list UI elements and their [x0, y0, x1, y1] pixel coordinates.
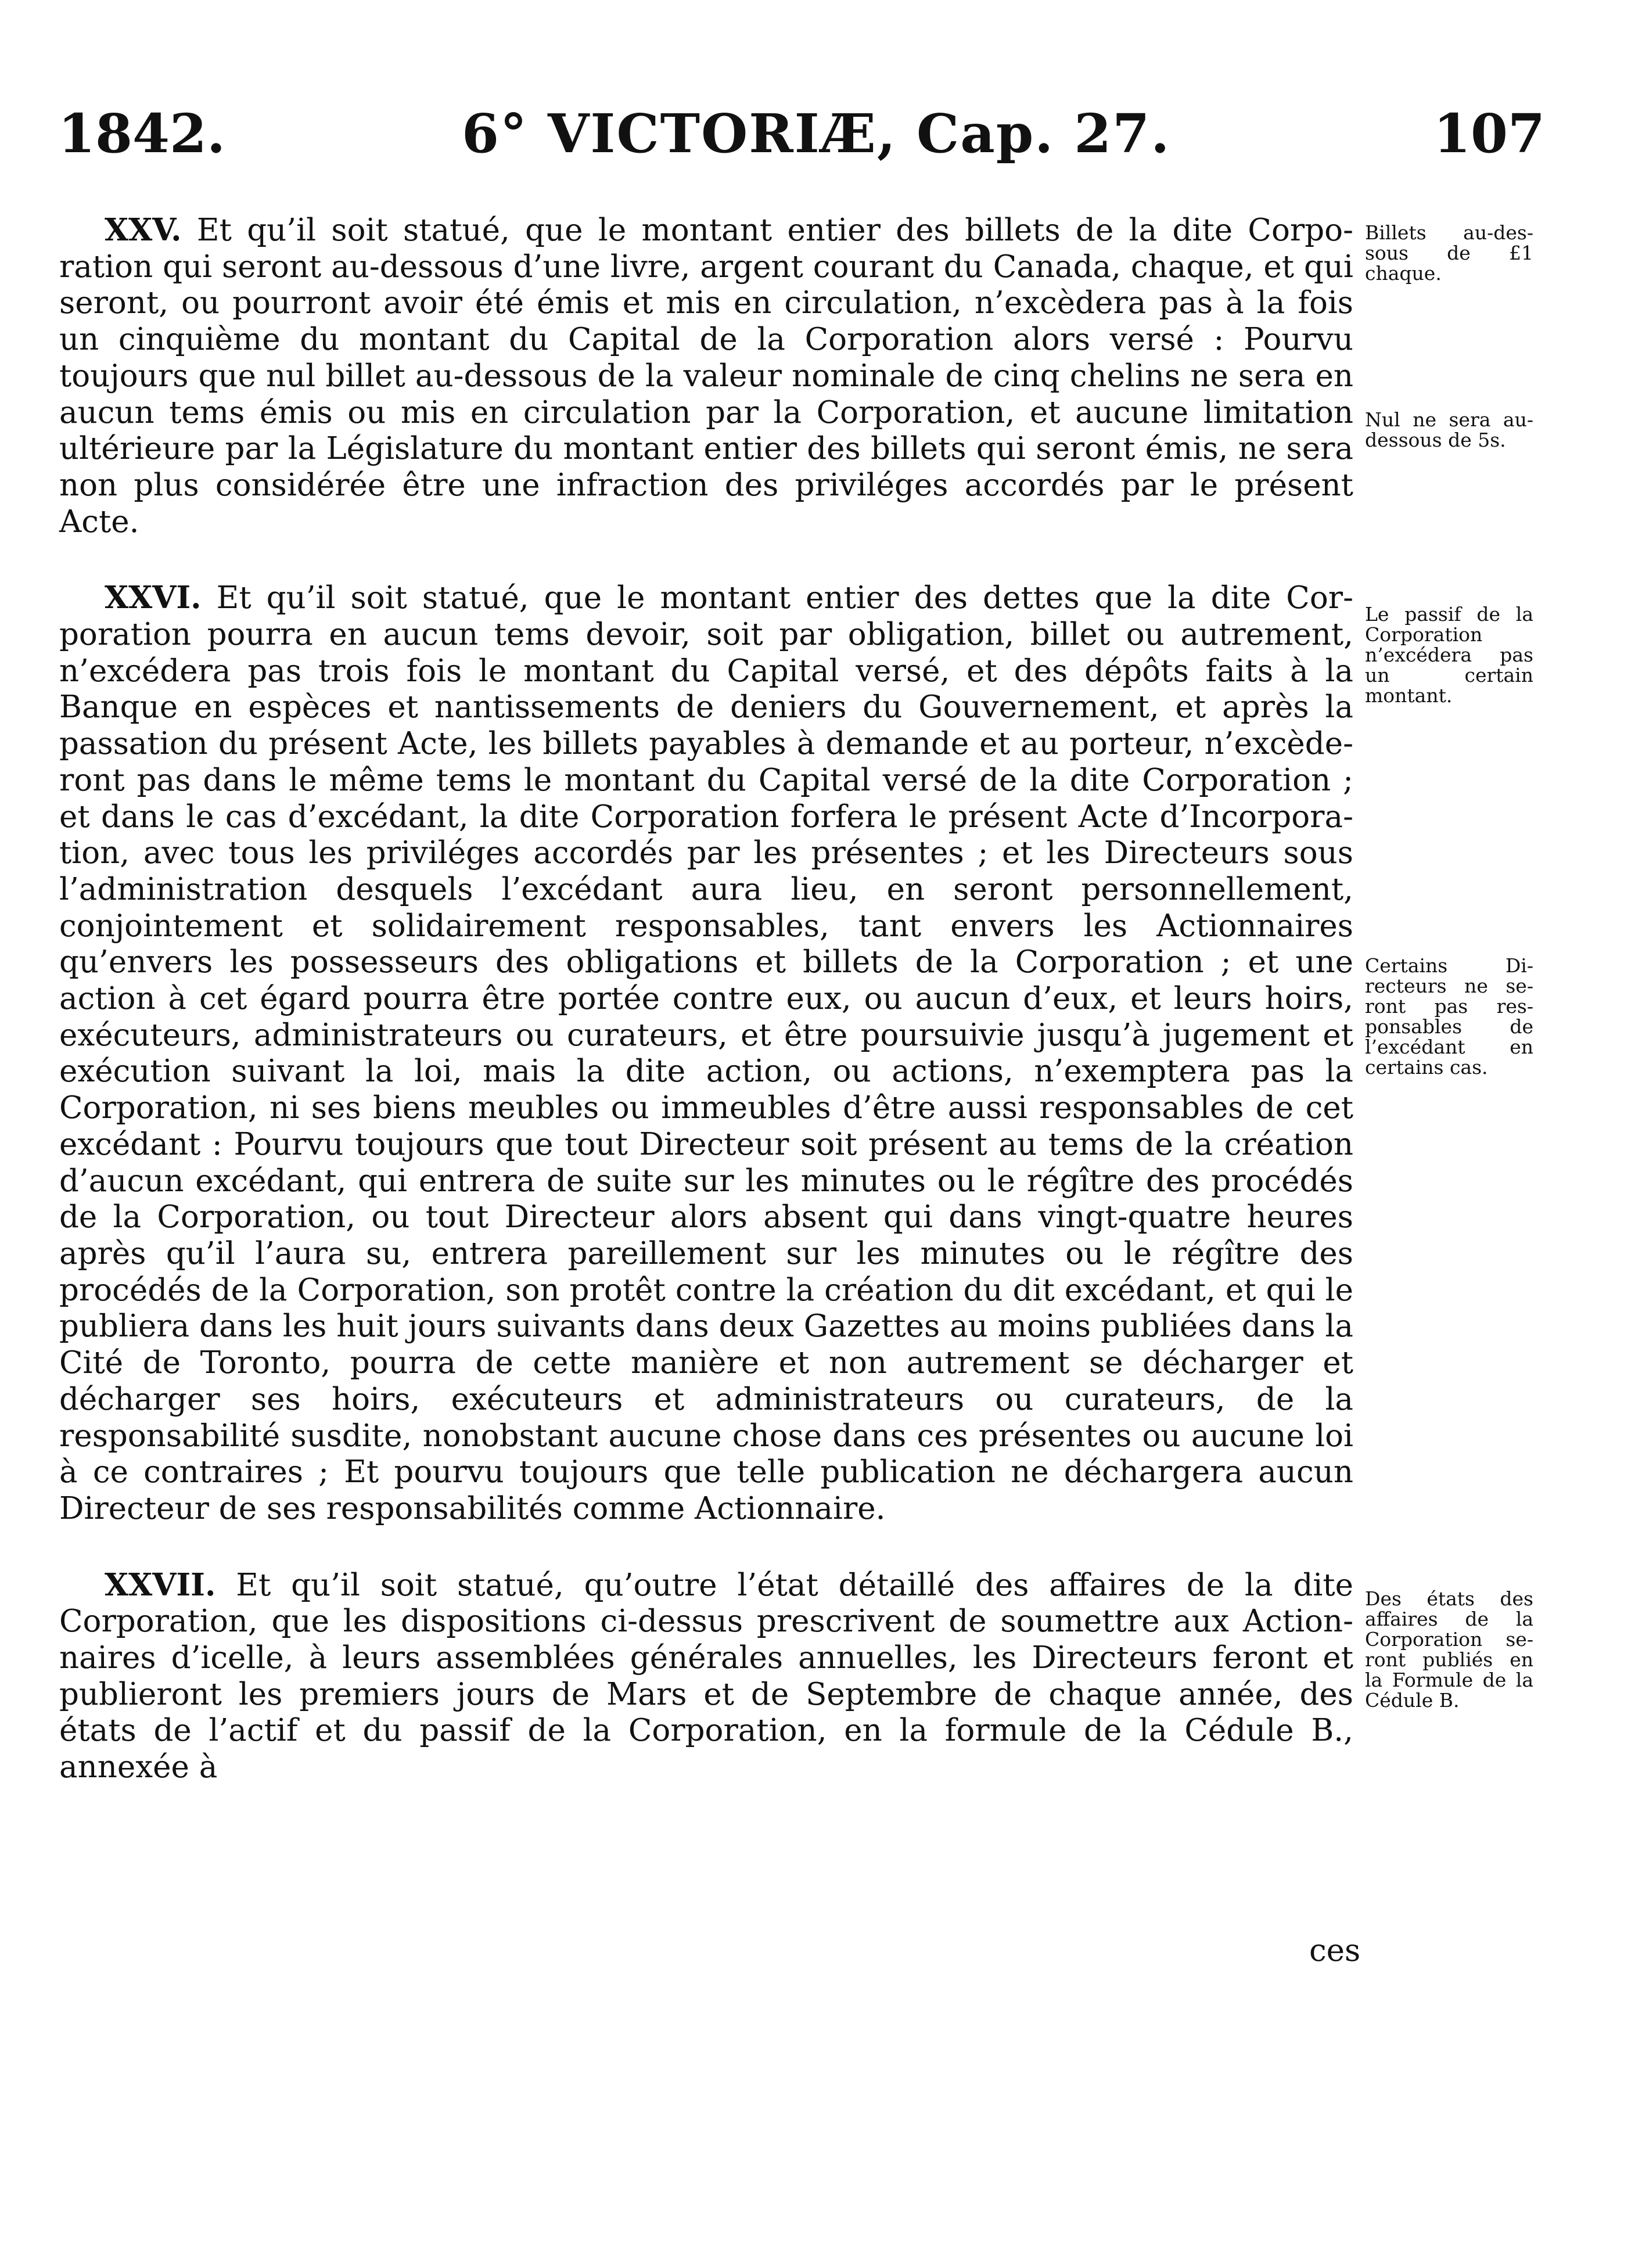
margin-note: Certains Directeurs ne seront pas responsables de l’excédant en certains cas. — [1365, 954, 1533, 1079]
section-number: XXVII. — [105, 1566, 216, 1603]
header-year: 1842. — [58, 102, 226, 165]
section-xxv — [59, 212, 1353, 540]
section-number: XXVI. — [105, 580, 202, 616]
main-text-column — [59, 212, 1353, 1786]
section-text: Et qu’il soit statué, que le montant entier des billets de la dite Corporation qui seront au-dessous d’une livre, argent courant du Canada, chaque, et qui seront, ou pourront avoir été émis et mis en circulation, n’excèdera pas à la fois un cinquième du montant du Capital de la Corporation alors versé : Pourvu toujours que nul billet au-dessous de la valeur nominale de cinq chelins ne sera en aucun tems émis ou mis en circulation par la Corporation, et aucune limitation ultérieure par la Législature du montant entier des billets qui seront émis, ne sera non plus considérée être une infraction des priviléges accordés par le présent Acte. — [59, 213, 1353, 540]
page-number: 107 — [1433, 102, 1545, 165]
margin-note: Le passif de la Corporation n’excédera pas un certain montant. — [1365, 603, 1533, 707]
margin-note: Nul ne sera au-dessous de 5s. — [1365, 408, 1533, 451]
running-head — [58, 99, 1545, 168]
section-xxvi — [59, 580, 1353, 1527]
section-text: Et qu’il soit statué, que le montant entier des dettes que la dite Corporation pourra en aucun tems devoir, soit par obligation, billet ou autrement, n’excédera pas trois fois le montant du Capital versé, et des dépôts faits à la Banque en espèces et nantissements de deniers du Gouvernement, et après la passation du présent Acte, les billets payables à demande et au porteur, n’excèderont pas dans le même tems le montant du Capital versé de la dite Corporation ; et dans le cas d’excédant, la dite Corporation forfera le présent Acte d’Incorporation, avec tous les priviléges accordés par les présentes ; et les Directeurs sous l’administration desquels l’excédant aura lieu, en seront personnellement, conjointement et solidairement responsables, tant envers les Actionnaires qu’envers les possesseurs des obligations et billets de la Corporation ; et une action à cet égard pourra être portée contre eux, ou aucun d’eux, et leurs hoirs, exécuteurs, administrateurs ou curateurs, et être poursuivie jusqu’à jugement et exécution suivant la loi, mais la dite action, ou actions, n’exemptera pas la Corporation, ni ses biens meubles ou immeubles d’être aussi responsables de cet excédant : Pourvu toujours que tout Directeur soit présent au tems de la création d’aucun excédant, qui entrera de suite sur les minutes ou le régître des procédés de la Corporation, ou tout Directeur alors absent qui dans vingt-quatre heures après qu’il l’aura su, entrera pareillement sur les minutes ou le régître des procédés de la Corporation, son protêt contre la création du dit excédant, et qui le publiera dans les huit jours suivants dans deux Gazettes au moins publiées dans la Cité de Toronto, pourra de cette manière et non autrement se décharger et décharger ses hoirs, exécuteurs et administrateurs ou curateurs, de la responsabilité susdite, nonobstant aucune chose dans ces présentes ou aucune loi à ce contraires ; Et pourvu toujours que telle publication ne déchargera aucun Directeur de ses responsabilités comme Actionnaire. — [59, 580, 1353, 1526]
header-title: 6° VICTORIÆ, Cap. 27. — [462, 102, 1171, 165]
section-text: Et qu’il soit statué, qu’outre l’état détaillé des affaires de la dite Corporation, que les dispositions ci-dessus prescrivent de soumettre aux Actionnaires d’icelle, à leurs assemblées générales annuelles, les Directeurs feront et publieront les premiers jours de Mars et de Septembre de chaque année, des états de l’actif et du passif de la Corporation, en la formule de la Cédule B., annexée à — [59, 1567, 1353, 1785]
section-number: XXV. — [105, 212, 182, 248]
catchword: ces — [1309, 1933, 1361, 1968]
margin-note: Des états des affaires de la Corporation seront publiés en la Formule de la Cédule B. — [1365, 1587, 1533, 1712]
margin-note: Billets au-dessous de £1 chaque. — [1365, 221, 1533, 285]
section-xxvii — [59, 1567, 1353, 1786]
